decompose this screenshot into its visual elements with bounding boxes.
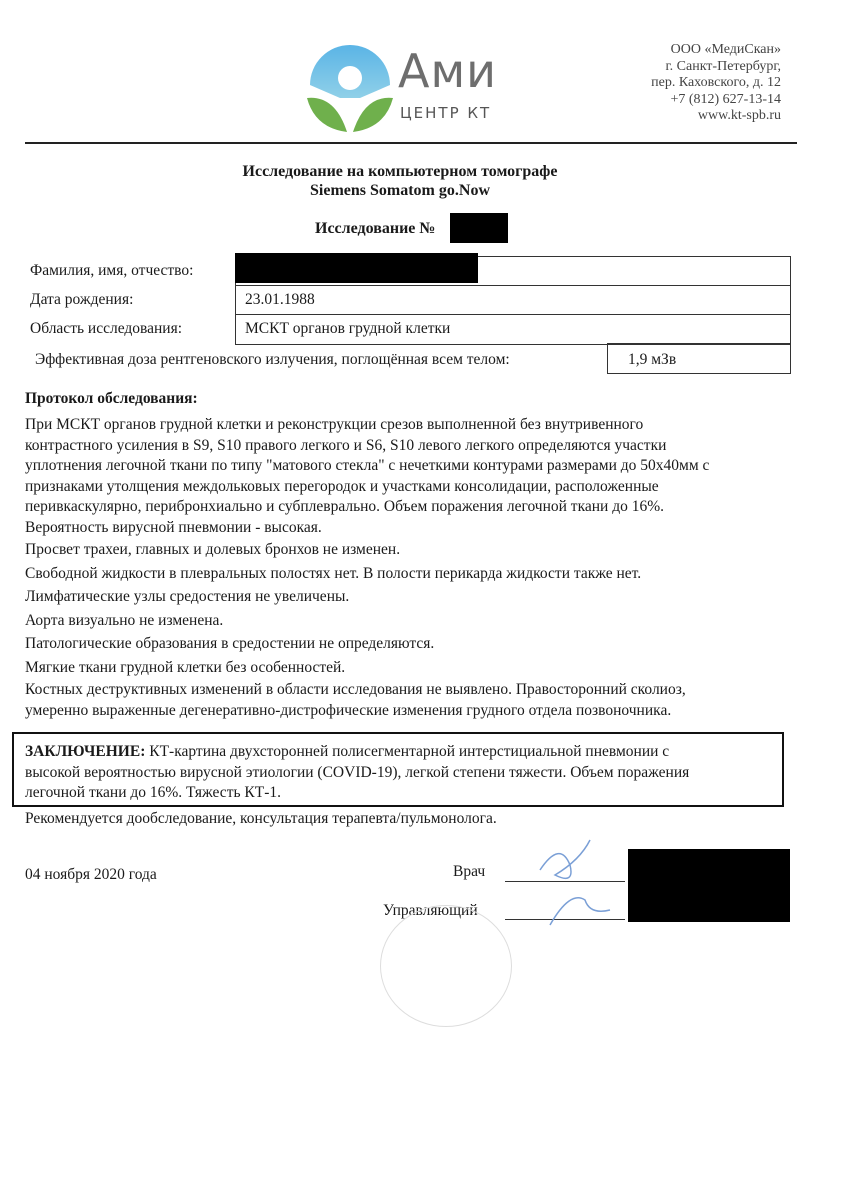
redacted-study-number bbox=[450, 213, 508, 243]
text-line: Патологические образования в средостении не определяются. bbox=[25, 635, 435, 652]
text-line: При МСКТ органов грудной клетки и реконструкции срезов выполненной без внутривенного bbox=[25, 416, 644, 433]
website: www.kt-spb.ru bbox=[697, 108, 781, 123]
text-line: Свободной жидкости в плевральных полостях нет. В полости перикарда жидкости также нет. bbox=[25, 564, 642, 582]
protocol-items bbox=[25, 538, 795, 679]
study-number-label: Исследование № bbox=[315, 220, 436, 237]
dose-value: 1,9 мЗв bbox=[628, 351, 677, 368]
logo-name: Ами bbox=[398, 44, 498, 98]
protocol-heading: Протокол обследования: bbox=[25, 390, 198, 407]
text-line: уплотнения легочной ткани по типу "матового стекла" с нечеткими контурами размерами до 50х40мм с bbox=[25, 457, 710, 474]
company-address bbox=[651, 42, 781, 125]
area-label: Область исследования: bbox=[30, 320, 183, 337]
text-line: Лимфатические узлы средостения не увеличены. bbox=[25, 588, 350, 605]
text-line: перивкаскулярно, перибронхиально и субплеврально. Объем поражения легочной ткани до 16%. bbox=[25, 498, 665, 515]
company-name: ООО «МедиСкан» bbox=[670, 42, 781, 57]
dose-label: Эффективная доза рентгеновского излучения, поглощённая всем телом: bbox=[35, 351, 510, 368]
phone: +7 (812) 627-13-14 bbox=[670, 91, 781, 107]
manager-label: Управляющий bbox=[383, 902, 478, 919]
area-value: МСКТ органов грудной клетки bbox=[245, 320, 451, 337]
dob-value: 23.01.1988 bbox=[245, 291, 315, 308]
redacted-name bbox=[235, 253, 478, 283]
text-line: Просвет трахеи, главных и долевых бронхов не изменен. bbox=[25, 541, 401, 558]
text-line: умеренно выраженные дегенеративно-дистрофические изменения грудного отдела позвоночника. bbox=[25, 701, 672, 719]
protocol-bones bbox=[25, 680, 795, 721]
text-line: КТ-картина двухсторонней полисегментарной интерстициальной пневмонии с bbox=[145, 743, 670, 760]
name-label: Фамилия, имя, отчество: bbox=[30, 262, 194, 279]
report-date: 04 ноября 2020 года bbox=[25, 866, 157, 883]
text-line: высокой вероятностью вирусной этиологии (COVID-19), легкой степени тяжести. Объем поражения bbox=[25, 763, 690, 781]
logo-icon bbox=[305, 40, 395, 135]
recommendation: Рекомендуется дообследование, консультация терапевта/пульмонолога. bbox=[25, 810, 497, 827]
header-divider bbox=[25, 142, 797, 144]
text-line: признаками утолщения междольковых перегородок и участками консолидации, расположенные bbox=[25, 477, 659, 495]
logo-subtitle: ЦЕНТР КТ bbox=[400, 104, 492, 122]
title-line2: Siemens Somatom go.Now bbox=[310, 182, 490, 199]
title-line1: Исследование на компьютерном томографе bbox=[242, 163, 558, 180]
address-street: пер. Каховского, д. 12 bbox=[651, 75, 781, 90]
doctor-label: Врач bbox=[453, 863, 486, 880]
redacted-doctor-name bbox=[628, 849, 790, 922]
stamp-icon bbox=[380, 905, 512, 1027]
text-line: Костных деструктивных изменений в области исследования не выявлено. Правосторонний сколиоз, bbox=[25, 681, 686, 698]
address-city: г. Санкт-Петербург, bbox=[665, 58, 781, 74]
signature-icon bbox=[530, 830, 620, 930]
text-line: легочной ткани до 16%. Тяжесть КТ-1. bbox=[25, 784, 281, 801]
text-line: Аорта визуально не изменена. bbox=[25, 611, 224, 629]
text-line: Вероятность вирусной пневмонии - высокая. bbox=[25, 518, 322, 536]
text-line: Мягкие ткани грудной клетки без особенностей. bbox=[25, 658, 346, 676]
conclusion-label: ЗАКЛЮЧЕНИЕ: bbox=[25, 743, 146, 760]
text-line: контрастного усиления в S9, S10 правого легкого и S6, S10 левого легкого определяются участки bbox=[25, 436, 667, 454]
protocol-findings bbox=[25, 415, 795, 538]
dob-label: Дата рождения: bbox=[30, 291, 134, 308]
conclusion-text bbox=[25, 742, 795, 804]
